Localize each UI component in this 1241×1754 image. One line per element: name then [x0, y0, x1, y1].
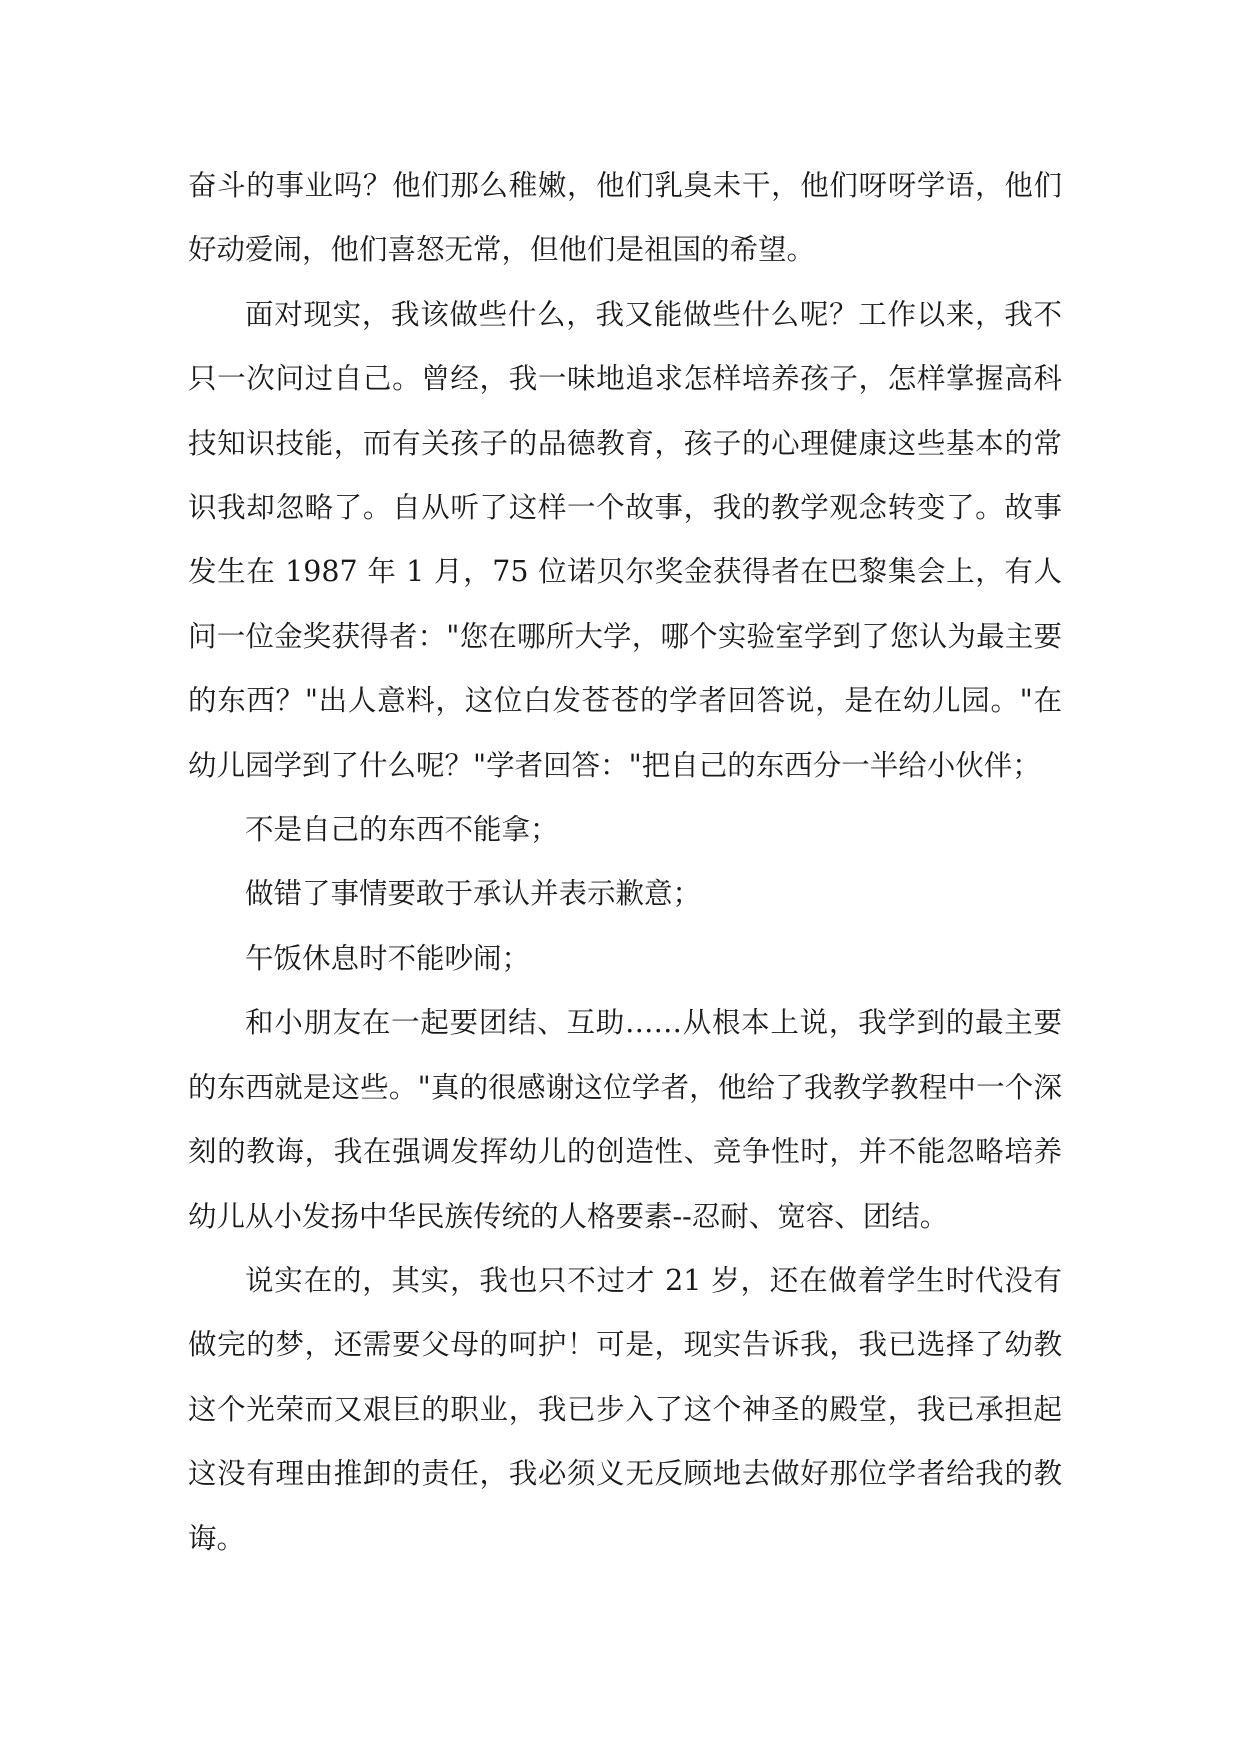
paragraph-list-item: 不是自己的东西不能拿；: [245, 813, 559, 847]
paragraph-teaching-lesson: 和小朋友在一起要团结、互助……从根本上说，我学到的最主要的东西就是这些。"真的很感谢这位学者，他给了我教学教程中一个深刻的教诲，我在强调发挥幼儿的创造性、竞争性时，并不能忽略培养幼儿从小发扬中华民族传统的人格要素--忍耐、宽容、团结。: [188, 1006, 1062, 1233]
body-text: [188, 154, 1062, 1571]
paragraph-nobel-story: 面对现实，我该做些什么，我又能做些什么呢？工作以来，我不只一次问过自己。曾经，我一味地追求怎样培养孩子，怎样掌握高科技知识技能，而有关孩子的品德教育，孩子的心理健康这些基本的常识我却忽略了。自从听了这样一个故事，我的教学观念转变了。故事发生在 1987 年 1 月，75 位诺贝尔奖金获得者在巴黎集会上，有人问一位金奖获得者："您在哪所大学，哪个实验室学到了您认为最主要的东西？"出人意料，这位白发苍苍的学者回答说，是在幼儿园。"在幼儿园学到了什么呢？"学者回答："把自己的东西分一半给小伙伴；: [188, 297, 1062, 782]
paragraph-conclusion: 说实在的，其实，我也只不过才 21 岁，还在做着学生时代没有做完的梦，还需要父母的呵护！可是，现实告诉我，我已选择了幼教这个光荣而又艰巨的职业，我已步入了这个神圣的殿堂，我已承担起这没有理由推卸的责任，我必须义无反顾地去做好那位学者给我的教诲。: [188, 1263, 1062, 1555]
paragraph-list-item: 做错了事情要敢于承认并表示歉意；: [245, 877, 702, 911]
paragraph-list-item: 午饭休息时不能吵闹；: [245, 941, 531, 975]
paragraph-continued: 奋斗的事业吗？他们那么稚嫩，他们乳臭未干，他们呀呀学语，他们好动爱闹，他们喜怒无常，但他们是祖国的希望。: [188, 169, 1062, 267]
